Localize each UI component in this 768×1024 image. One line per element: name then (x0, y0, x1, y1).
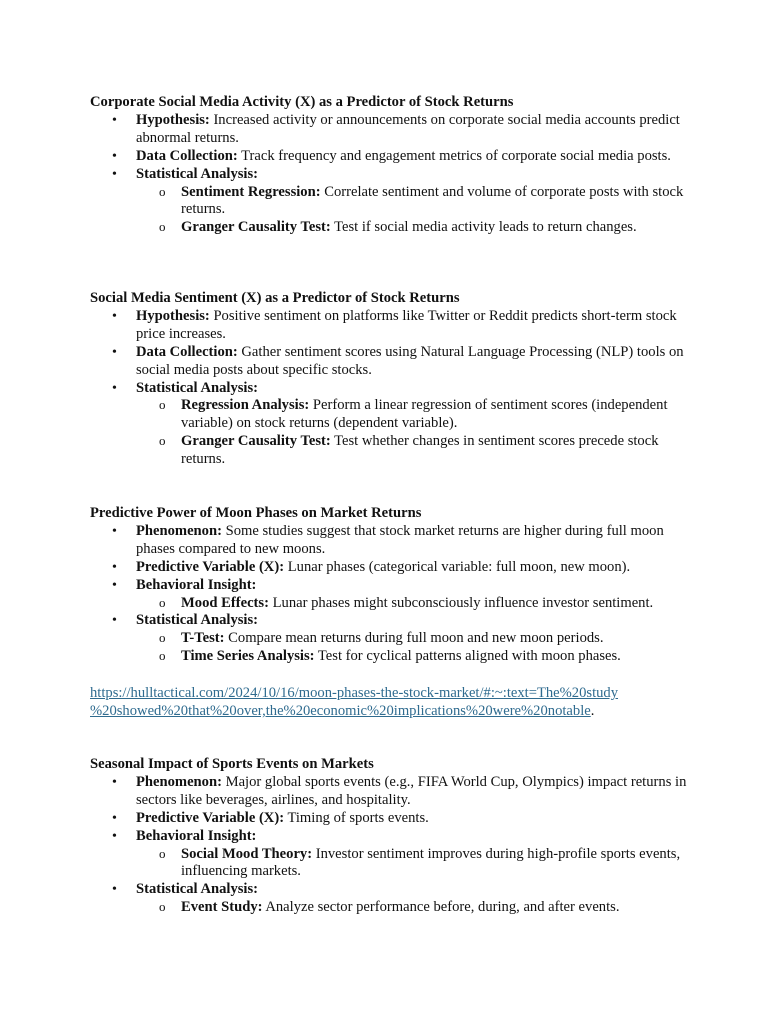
item-text: Gather sentiment scores using Natural Language Processing (NLP) tools on social media posts about specific stocks. (136, 343, 684, 378)
item-term: Data Collection: (136, 147, 238, 164)
list-item (90, 523, 690, 559)
sub-item-term: Social Mood Theory: (181, 845, 313, 862)
item-text: Lunar phases (categorical variable: full moon, new moon). (284, 558, 631, 575)
sub-list-item (136, 595, 690, 613)
list-item (90, 166, 690, 238)
sub-item-text: Test if social media activity leads to return changes. (330, 219, 637, 236)
item-term: Predictive Variable (X): (136, 558, 285, 575)
sub-bullet-list (136, 630, 690, 666)
item-term: Behavioral Insight: (136, 827, 257, 844)
sub-bullet-marker: o (159, 648, 166, 664)
list-item (90, 148, 690, 166)
item-term: Statistical Analysis: (136, 881, 259, 898)
item-term: Behavioral Insight: (136, 576, 257, 593)
sub-item-text: Analyze sector performance before, during, and after events. (262, 899, 620, 916)
bullet-list (90, 308, 690, 469)
sub-bullet-marker: o (159, 433, 166, 449)
section-heading: Corporate Social Media Activity (X) as a Predictor of Stock Returns (90, 94, 514, 110)
list-item (90, 380, 690, 470)
sub-bullet-marker: o (159, 845, 166, 861)
reference-link-line-1: https://hulltactical.com/2024/10/16/moon-phases-the-stock-market/#:~:text=The%20study (90, 685, 619, 701)
bullet-marker: • (112, 577, 117, 593)
item-text: Major global sports events (e.g., FIFA World Cup, Olympics) impact returns in sectors like beverages, airlines, and hospitality. (136, 773, 687, 808)
reference-link-line-2: %20showed%20that%20over,the%20economic%20implications%20were%20notable (90, 702, 591, 719)
sub-list-item (136, 630, 690, 648)
section-corporate-social-media (90, 94, 690, 237)
list-item (90, 344, 690, 380)
sub-item-term: Time Series Analysis: (181, 648, 315, 665)
item-term: Statistical Analysis: (136, 165, 259, 182)
list-item (90, 612, 690, 666)
item-text: Increased activity or announcements on corporate social media accounts predict abnormal returns. (136, 111, 680, 146)
list-item (90, 774, 690, 810)
sub-item-text: Test whether changes in sentiment scores precede stock returns. (181, 433, 659, 468)
sub-list-item (136, 846, 690, 882)
reference-link[interactable] (90, 685, 618, 719)
list-item (90, 559, 690, 577)
sub-bullet-marker: o (159, 397, 166, 413)
bullet-marker: • (112, 344, 117, 360)
sub-list-item (136, 899, 690, 917)
sub-bullet-marker: o (159, 594, 166, 610)
list-item (90, 810, 690, 828)
sub-list-item (136, 433, 690, 469)
sub-list-item (136, 397, 690, 433)
bullet-marker: • (112, 774, 117, 790)
list-item (90, 112, 690, 148)
sub-bullet-marker: o (159, 899, 166, 915)
bullet-marker: • (112, 559, 117, 575)
bullet-marker: • (112, 810, 117, 826)
sub-list-item (136, 184, 690, 220)
sub-bullet-list (136, 184, 690, 238)
sub-item-term: Granger Causality Test: (181, 219, 331, 236)
item-text: Some studies suggest that stock market returns are higher during full moon phases compared to new moons. (136, 522, 664, 557)
sub-item-text: Compare mean returns during full moon and new moon periods. (224, 630, 604, 647)
sub-bullet-marker: o (159, 219, 166, 235)
sub-item-term: T-Test: (181, 630, 225, 647)
bullet-marker: • (112, 308, 117, 324)
sub-item-text: Perform a linear regression of sentiment scores (independent variable) on stock returns (dependent variable). (181, 397, 668, 432)
item-term: Predictive Variable (X): (136, 809, 285, 826)
list-item (90, 828, 690, 882)
item-term: Phenomenon: (136, 522, 222, 539)
bullet-marker: • (112, 148, 117, 164)
sub-item-text: Test for cyclical patterns aligned with moon phases. (314, 648, 621, 665)
bullet-marker: • (112, 882, 117, 898)
sub-item-term: Sentiment Regression: (181, 183, 321, 200)
item-term: Data Collection: (136, 343, 238, 360)
bullet-marker: • (112, 166, 117, 182)
bullet-list (90, 774, 690, 917)
section-heading: Social Media Sentiment (X) as a Predictor of Stock Returns (90, 290, 460, 306)
reference-paragraph (90, 685, 690, 721)
list-item (90, 308, 690, 344)
reference-trailing-period: . (590, 702, 595, 719)
sub-list-item (136, 648, 690, 666)
sub-bullet-list (136, 899, 690, 917)
sub-item-text: Correlate sentiment and volume of corporate posts with stock returns. (181, 183, 684, 218)
sub-item-term: Regression Analysis: (181, 397, 310, 414)
sub-list-item (136, 219, 690, 237)
section-heading: Predictive Power of Moon Phases on Market Returns (90, 505, 422, 521)
bullet-marker: • (112, 613, 117, 629)
item-term: Phenomenon: (136, 773, 222, 790)
item-term: Hypothesis: (136, 307, 210, 324)
item-term: Statistical Analysis: (136, 612, 259, 629)
section-moon-phases (90, 505, 690, 666)
item-term: Statistical Analysis: (136, 379, 259, 396)
sub-bullet-list (136, 595, 690, 613)
bullet-marker: • (112, 523, 117, 539)
section-heading: Seasonal Impact of Sports Events on Markets (90, 756, 374, 772)
sub-item-text: Lunar phases might subconsciously influence investor sentiment. (268, 594, 654, 611)
item-term: Hypothesis: (136, 111, 210, 128)
bullet-list (90, 112, 690, 237)
sub-item-term: Event Study: (181, 899, 263, 916)
sub-bullet-list (136, 846, 690, 882)
sub-item-text: Investor sentiment improves during high-profile sports events, influencing markets. (181, 845, 681, 880)
bullet-marker: • (112, 828, 117, 844)
sub-item-term: Granger Causality Test: (181, 433, 331, 450)
item-text: Positive sentiment on platforms like Twitter or Reddit predicts short-term stock price increases. (136, 307, 677, 342)
item-text: Track frequency and engagement metrics of corporate social media posts. (237, 147, 671, 164)
bullet-marker: • (112, 380, 117, 396)
sub-bullet-marker: o (159, 630, 166, 646)
section-sports-events (90, 756, 690, 917)
item-text: Timing of sports events. (284, 809, 429, 826)
sub-bullet-marker: o (159, 183, 166, 199)
bullet-marker: • (112, 112, 117, 128)
bullet-list (90, 523, 690, 666)
section-social-media-sentiment (90, 290, 690, 469)
list-item (90, 577, 690, 613)
sub-item-term: Mood Effects: (181, 594, 269, 611)
sub-bullet-list (136, 397, 690, 469)
list-item (90, 881, 690, 917)
